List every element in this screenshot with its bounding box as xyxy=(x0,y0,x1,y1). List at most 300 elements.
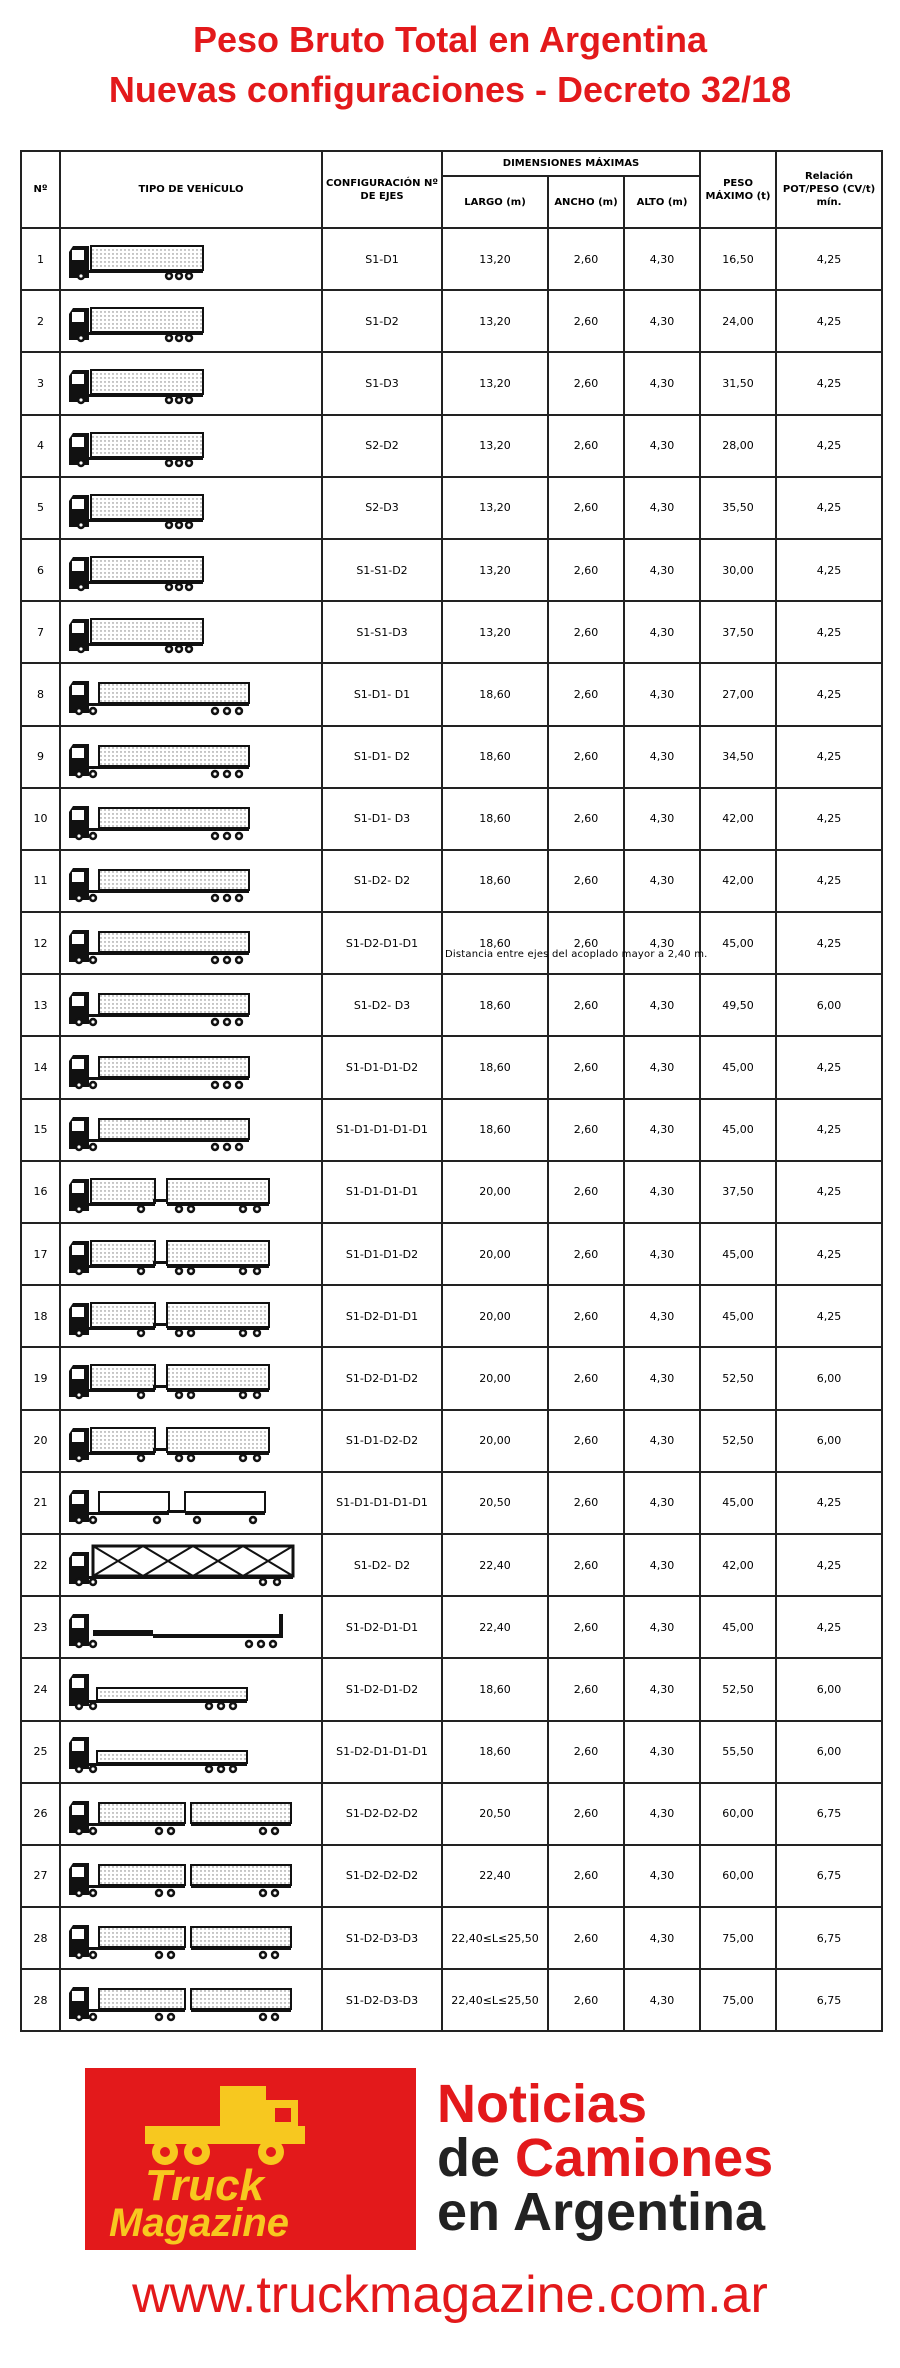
largo-cell xyxy=(442,352,548,414)
vehicle-icon-cell xyxy=(60,1845,322,1907)
relacion-cell: 6,00 xyxy=(776,1347,882,1409)
peso-cell: 49,50 xyxy=(700,974,776,1036)
row-number: 5 xyxy=(21,477,60,539)
ancho-cell: 2,60 xyxy=(548,726,624,788)
alto-cell: 4,30 xyxy=(624,1285,700,1347)
config-cell: S1-D3 xyxy=(322,352,442,414)
largo-cell xyxy=(442,228,548,290)
table-row xyxy=(21,290,882,352)
config-cell: S1-D1 xyxy=(322,228,442,290)
vehicle-icon-cell xyxy=(60,1969,322,2031)
peso-cell: 75,00 xyxy=(700,1907,776,1969)
relacion-cell: 6,00 xyxy=(776,974,882,1036)
vehicle-icon-cell xyxy=(60,601,322,663)
alto-cell: 4,30 xyxy=(624,1534,700,1596)
alto-cell: 4,30 xyxy=(624,788,700,850)
row-number: 26 xyxy=(21,1783,60,1845)
largo-cell xyxy=(442,1534,548,1596)
largo-value: 13,20 xyxy=(479,252,511,266)
largo-cell xyxy=(442,1969,548,2031)
peso-cell: 45,00 xyxy=(700,1472,776,1534)
relacion-cell: 4,25 xyxy=(776,290,882,352)
vehicle-icon-cell xyxy=(60,1534,322,1596)
header-config: CONFIGURACIÓN Nº DE EJES xyxy=(322,151,442,228)
peso-cell: 16,50 xyxy=(700,228,776,290)
ancho-cell: 2,60 xyxy=(548,539,624,601)
table-row xyxy=(21,1783,882,1845)
vehicle-icon-cell xyxy=(60,726,322,788)
largo-cell xyxy=(442,1596,548,1658)
config-cell: S1-D2-D1-D1-D1 xyxy=(322,1721,442,1783)
trailer-vehicle-icon xyxy=(67,1231,299,1277)
peso-cell: 60,00 xyxy=(700,1845,776,1907)
ancho-cell: 2,60 xyxy=(548,1099,624,1161)
largo-value: 18,60 xyxy=(479,1123,511,1137)
rigid-vehicle-icon xyxy=(67,236,299,282)
table-row xyxy=(21,1223,882,1285)
alto-cell: 4,30 xyxy=(624,290,700,352)
ancho-cell: 2,60 xyxy=(548,415,624,477)
relacion-cell: 6,75 xyxy=(776,1845,882,1907)
vehicle-icon-cell xyxy=(60,1036,322,1098)
config-cell: S1-D2- D3 xyxy=(322,974,442,1036)
peso-cell: 55,50 xyxy=(700,1721,776,1783)
largo-cell xyxy=(442,1410,548,1472)
relacion-cell: 4,25 xyxy=(776,1223,882,1285)
config-cell: S1-D2-D1-D1 xyxy=(322,912,442,974)
peso-cell: 75,00 xyxy=(700,1969,776,2031)
config-cell: S1-D2 xyxy=(322,290,442,352)
alto-cell: 4,30 xyxy=(624,1907,700,1969)
row-number: 9 xyxy=(21,726,60,788)
largo-cell xyxy=(442,726,548,788)
truss-vehicle-icon xyxy=(67,1542,299,1588)
largo-value: 22,40≤L≤25,50 xyxy=(451,1931,539,1945)
vehicle-spec-table xyxy=(20,150,883,2032)
rigid-vehicle-icon xyxy=(67,485,299,531)
alto-cell: 4,30 xyxy=(624,1472,700,1534)
double-vehicle-icon xyxy=(67,1915,299,1961)
alto-cell: 4,30 xyxy=(624,539,700,601)
rigid-vehicle-icon xyxy=(67,423,299,469)
largo-cell xyxy=(442,663,548,725)
config-cell: S1-D2-D3-D3 xyxy=(322,1907,442,1969)
header-largo: LARGO (m) xyxy=(442,176,548,228)
peso-cell: 42,00 xyxy=(700,788,776,850)
row-number: 6 xyxy=(21,539,60,601)
table-row xyxy=(21,1410,882,1472)
row-number: 8 xyxy=(21,663,60,725)
row-number: 28 xyxy=(21,1907,60,1969)
relacion-cell: 4,25 xyxy=(776,663,882,725)
row-number: 19 xyxy=(21,1347,60,1409)
largo-value: 18,60 xyxy=(479,812,511,826)
table-row xyxy=(21,1347,882,1409)
rigid-vehicle-icon xyxy=(67,360,299,406)
largo-cell xyxy=(442,1223,548,1285)
alto-cell: 4,30 xyxy=(624,1161,700,1223)
table-row xyxy=(21,1036,882,1098)
relacion-cell: 4,25 xyxy=(776,539,882,601)
table-row xyxy=(21,1658,882,1720)
header-dimensiones: DIMENSIONES MÁXIMAS xyxy=(442,151,700,176)
alto-cell: 4,30 xyxy=(624,912,700,974)
config-cell: S1-D1-D1-D2 xyxy=(322,1223,442,1285)
row-number: 17 xyxy=(21,1223,60,1285)
tagline-camiones: Camiones xyxy=(515,2128,774,2188)
vehicle-icon-cell xyxy=(60,1472,322,1534)
peso-cell: 45,00 xyxy=(700,1285,776,1347)
largo-value: 18,60 xyxy=(479,1682,511,1696)
table-row xyxy=(21,1285,882,1347)
alto-cell: 4,30 xyxy=(624,1036,700,1098)
relacion-cell: 4,25 xyxy=(776,1161,882,1223)
peso-cell: 45,00 xyxy=(700,1036,776,1098)
trailer-vehicle-icon xyxy=(67,1293,299,1339)
vehicle-icon-cell xyxy=(60,228,322,290)
logo-word-truck: Truck xyxy=(145,2161,265,2210)
row-number: 11 xyxy=(21,850,60,912)
ancho-cell: 2,60 xyxy=(548,1783,624,1845)
tagline-line1: Noticias xyxy=(437,2074,648,2134)
ancho-cell: 2,60 xyxy=(548,1721,624,1783)
largo-value: 13,20 xyxy=(479,563,511,577)
row-number: 13 xyxy=(21,974,60,1036)
ancho-cell: 2,60 xyxy=(548,352,624,414)
vehicle-icon-cell xyxy=(60,1907,322,1969)
peso-cell: 45,00 xyxy=(700,1223,776,1285)
largo-value: 18,60 xyxy=(479,998,511,1012)
semi-vehicle-icon xyxy=(67,1107,299,1153)
table-row xyxy=(21,1099,882,1161)
table-row xyxy=(21,415,882,477)
peso-cell: 60,00 xyxy=(700,1783,776,1845)
table-row xyxy=(21,1907,882,1969)
vehicle-icon-cell xyxy=(60,1161,322,1223)
ancho-cell: 2,60 xyxy=(548,1658,624,1720)
config-cell: S1-D1-D1-D1 xyxy=(322,1161,442,1223)
largo-value: 20,00 xyxy=(479,1434,511,1448)
largo-value: 20,00 xyxy=(479,1185,511,1199)
table-row xyxy=(21,663,882,725)
relacion-cell: 4,25 xyxy=(776,1285,882,1347)
relacion-cell: 4,25 xyxy=(776,1534,882,1596)
vehicle-icon-cell xyxy=(60,974,322,1036)
axle-distance-note: Distancia entre ejes del acoplado mayor a 2,40 m. xyxy=(445,949,708,961)
table-row xyxy=(21,974,882,1036)
header-alto: ALTO (m) xyxy=(624,176,700,228)
largo-value: 20,50 xyxy=(479,1496,511,1510)
peso-cell: 45,00 xyxy=(700,912,776,974)
row-number: 27 xyxy=(21,1845,60,1907)
vehicle-icon-cell xyxy=(60,1658,322,1720)
vehicle-icon-cell xyxy=(60,1410,322,1472)
largo-value: 13,20 xyxy=(479,625,511,639)
ancho-cell: 2,60 xyxy=(548,850,624,912)
row-number: 7 xyxy=(21,601,60,663)
table-row xyxy=(21,1534,882,1596)
peso-cell: 27,00 xyxy=(700,663,776,725)
largo-cell xyxy=(442,1783,548,1845)
alto-cell: 4,30 xyxy=(624,850,700,912)
relacion-cell: 4,25 xyxy=(776,726,882,788)
vehicle-icon-cell xyxy=(60,1596,322,1658)
table-row xyxy=(21,1596,882,1658)
table-row xyxy=(21,228,882,290)
header-ancho: ANCHO (m) xyxy=(548,176,624,228)
peso-cell: 30,00 xyxy=(700,539,776,601)
largo-cell xyxy=(442,1907,548,1969)
peso-cell: 34,50 xyxy=(700,726,776,788)
config-cell: S1-D2-D2-D2 xyxy=(322,1783,442,1845)
table-row xyxy=(21,352,882,414)
relacion-cell: 4,25 xyxy=(776,850,882,912)
table-row xyxy=(21,726,882,788)
peso-cell: 52,50 xyxy=(700,1410,776,1472)
vehicle-icon-cell xyxy=(60,912,322,974)
vehicle-icon-cell xyxy=(60,1285,322,1347)
largo-value: 18,60 xyxy=(479,1745,511,1759)
ancho-cell: 2,60 xyxy=(548,663,624,725)
vehicle-icon-cell xyxy=(60,663,322,725)
peso-cell: 42,00 xyxy=(700,850,776,912)
double-vehicle-icon xyxy=(67,1853,299,1899)
alto-cell: 4,30 xyxy=(624,1410,700,1472)
largo-value: 13,20 xyxy=(479,376,511,390)
relacion-cell: 4,25 xyxy=(776,477,882,539)
double-vehicle-icon xyxy=(67,1977,299,2023)
config-cell: S1-D2-D1-D1 xyxy=(322,1596,442,1658)
config-cell: S1-D1-D1-D1-D1 xyxy=(322,1472,442,1534)
largo-value: 18,60 xyxy=(479,874,511,888)
relacion-cell: 6,75 xyxy=(776,1969,882,2031)
config-cell: S1-D2- D2 xyxy=(322,1534,442,1596)
ancho-cell: 2,60 xyxy=(548,1161,624,1223)
largo-value: 22,40 xyxy=(479,1620,511,1634)
alto-cell: 4,30 xyxy=(624,663,700,725)
tagline-line3: en Argentina xyxy=(437,2182,766,2242)
trailer-vehicle-icon xyxy=(67,1418,299,1464)
lowsemi-vehicle-icon xyxy=(67,1729,299,1775)
lowsemi-vehicle-icon xyxy=(67,1666,299,1712)
semi-vehicle-icon xyxy=(67,982,299,1028)
ancho-cell: 2,60 xyxy=(548,912,624,974)
ancho-cell: 2,60 xyxy=(548,1347,624,1409)
ancho-cell: 2,60 xyxy=(548,1907,624,1969)
config-cell: S1-D1-D1-D2 xyxy=(322,1036,442,1098)
largo-cell xyxy=(442,788,548,850)
largo-cell xyxy=(442,1161,548,1223)
row-number: 16 xyxy=(21,1161,60,1223)
alto-cell: 4,30 xyxy=(624,415,700,477)
alto-cell: 4,30 xyxy=(624,1845,700,1907)
ancho-cell: 2,60 xyxy=(548,788,624,850)
peso-cell: 37,50 xyxy=(700,601,776,663)
semi-vehicle-icon xyxy=(67,858,299,904)
ancho-cell: 2,60 xyxy=(548,1036,624,1098)
header-relacion: Relación POT/PESO (CV/t) mín. xyxy=(776,151,882,228)
table-row xyxy=(21,1969,882,2031)
config-cell: S1-D1-D2-D2 xyxy=(322,1410,442,1472)
alto-cell: 4,30 xyxy=(624,1596,700,1658)
largo-value: 22,40 xyxy=(479,1869,511,1883)
row-number: 22 xyxy=(21,1534,60,1596)
config-cell: S1-S1-D2 xyxy=(322,539,442,601)
config-cell: S1-D1- D3 xyxy=(322,788,442,850)
header-tipo: TIPO DE VEHÍCULO xyxy=(60,151,322,228)
relacion-cell: 4,25 xyxy=(776,228,882,290)
ancho-cell: 2,60 xyxy=(548,1472,624,1534)
config-cell: S1-D1- D2 xyxy=(322,726,442,788)
table-row xyxy=(21,539,882,601)
ancho-cell: 2,60 xyxy=(548,601,624,663)
ancho-cell: 2,60 xyxy=(548,477,624,539)
relacion-cell: 6,75 xyxy=(776,1783,882,1845)
peso-cell: 35,50 xyxy=(700,477,776,539)
relacion-cell: 6,00 xyxy=(776,1410,882,1472)
largo-value: 20,00 xyxy=(479,1371,511,1385)
vehicle-icon-cell xyxy=(60,1223,322,1285)
alto-cell: 4,30 xyxy=(624,601,700,663)
config-cell: S1-D2-D1-D1 xyxy=(322,1285,442,1347)
alto-cell: 4,30 xyxy=(624,352,700,414)
largo-value: 18,60 xyxy=(479,750,511,764)
largo-value: 18,60 xyxy=(479,687,511,701)
relacion-cell: 4,25 xyxy=(776,788,882,850)
tagline-de: de xyxy=(437,2128,501,2188)
largo-value: 20,00 xyxy=(479,1309,511,1323)
table-row xyxy=(21,1721,882,1783)
alto-cell: 4,30 xyxy=(624,1969,700,2031)
table-row xyxy=(21,601,882,663)
alto-cell: 4,30 xyxy=(624,1223,700,1285)
ancho-cell: 2,60 xyxy=(548,1285,624,1347)
row-number: 21 xyxy=(21,1472,60,1534)
largo-value: 13,20 xyxy=(479,314,511,328)
peso-cell: 28,00 xyxy=(700,415,776,477)
peso-cell: 52,50 xyxy=(700,1347,776,1409)
alto-cell: 4,30 xyxy=(624,228,700,290)
largo-cell xyxy=(442,290,548,352)
rigid-vehicle-icon xyxy=(67,298,299,344)
dolly-vehicle-icon xyxy=(67,1480,299,1526)
alto-cell: 4,30 xyxy=(624,1783,700,1845)
alto-cell: 4,30 xyxy=(624,1658,700,1720)
truck-magazine-logo xyxy=(85,2068,416,2250)
flat-vehicle-icon xyxy=(67,1604,299,1650)
relacion-cell: 4,25 xyxy=(776,912,882,974)
config-cell: S1-D1- D1 xyxy=(322,663,442,725)
peso-cell: 45,00 xyxy=(700,1099,776,1161)
config-cell: S1-D2-D1-D2 xyxy=(322,1658,442,1720)
relacion-cell: 4,25 xyxy=(776,1472,882,1534)
largo-cell xyxy=(442,1036,548,1098)
vehicle-icon-cell xyxy=(60,477,322,539)
largo-cell xyxy=(442,601,548,663)
alto-cell: 4,30 xyxy=(624,726,700,788)
trailer-vehicle-icon xyxy=(67,1169,299,1215)
largo-cell xyxy=(442,477,548,539)
relacion-cell: 6,75 xyxy=(776,1907,882,1969)
row-number: 12 xyxy=(21,912,60,974)
peso-cell: 52,50 xyxy=(700,1658,776,1720)
semi-vehicle-icon xyxy=(67,734,299,780)
row-number: 25 xyxy=(21,1721,60,1783)
vehicle-icon-cell xyxy=(60,850,322,912)
largo-value: 13,20 xyxy=(479,501,511,515)
ancho-cell: 2,60 xyxy=(548,290,624,352)
config-cell: S1-D2-D1-D2 xyxy=(322,1347,442,1409)
row-number: 1 xyxy=(21,228,60,290)
largo-cell xyxy=(442,1347,548,1409)
rigid-vehicle-icon xyxy=(67,609,299,655)
ancho-cell: 2,60 xyxy=(548,1596,624,1658)
vehicle-icon-cell xyxy=(60,1783,322,1845)
table-row xyxy=(21,912,882,974)
largo-cell xyxy=(442,1721,548,1783)
relacion-cell: 4,25 xyxy=(776,1036,882,1098)
alto-cell: 4,30 xyxy=(624,974,700,1036)
largo-value: 18,60 xyxy=(479,1061,511,1075)
semi-vehicle-icon xyxy=(67,796,299,842)
vehicle-icon-cell xyxy=(60,290,322,352)
brand-tagline xyxy=(437,2074,877,2242)
largo-cell xyxy=(442,1845,548,1907)
vehicle-icon-cell xyxy=(60,1099,322,1161)
page-title-line2: Nuevas configuraciones - Decreto 32/18 xyxy=(108,69,792,110)
largo-value: 22,40 xyxy=(479,1558,511,1572)
largo-value: 22,40≤L≤25,50 xyxy=(451,1993,539,2007)
relacion-cell: 6,00 xyxy=(776,1721,882,1783)
relacion-cell: 4,25 xyxy=(776,1099,882,1161)
ancho-cell: 2,60 xyxy=(548,228,624,290)
ancho-cell: 2,60 xyxy=(548,1845,624,1907)
relacion-cell: 4,25 xyxy=(776,1596,882,1658)
ancho-cell: 2,60 xyxy=(548,1969,624,2031)
rigid-vehicle-icon xyxy=(67,547,299,593)
ancho-cell: 2,60 xyxy=(548,1534,624,1596)
largo-cell xyxy=(442,1472,548,1534)
semi-vehicle-icon xyxy=(67,920,299,966)
page-title-line1: Peso Bruto Total en Argentina xyxy=(192,19,708,60)
row-number: 14 xyxy=(21,1036,60,1098)
config-cell: S1-D1-D1-D1-D1 xyxy=(322,1099,442,1161)
ancho-cell: 2,60 xyxy=(548,1223,624,1285)
row-number: 15 xyxy=(21,1099,60,1161)
relacion-cell: 4,25 xyxy=(776,601,882,663)
vehicle-icon-cell xyxy=(60,1347,322,1409)
row-number: 23 xyxy=(21,1596,60,1658)
ancho-cell: 2,60 xyxy=(548,974,624,1036)
alto-cell: 4,30 xyxy=(624,1347,700,1409)
alto-cell: 4,30 xyxy=(624,477,700,539)
website-url[interactable]: www.truckmagazine.com.ar xyxy=(132,2266,768,2324)
relacion-cell: 4,25 xyxy=(776,415,882,477)
largo-cell xyxy=(442,539,548,601)
vehicle-icon-cell xyxy=(60,539,322,601)
alto-cell: 4,30 xyxy=(624,1099,700,1161)
config-cell: S1-D2- D2 xyxy=(322,850,442,912)
trailer-vehicle-icon xyxy=(67,1355,299,1401)
largo-cell xyxy=(442,415,548,477)
double-vehicle-icon xyxy=(67,1791,299,1837)
config-cell: S2-D3 xyxy=(322,477,442,539)
row-number: 24 xyxy=(21,1658,60,1720)
ancho-cell: 2,60 xyxy=(548,1410,624,1472)
table-row xyxy=(21,788,882,850)
table-row xyxy=(21,1845,882,1907)
relacion-cell: 4,25 xyxy=(776,352,882,414)
